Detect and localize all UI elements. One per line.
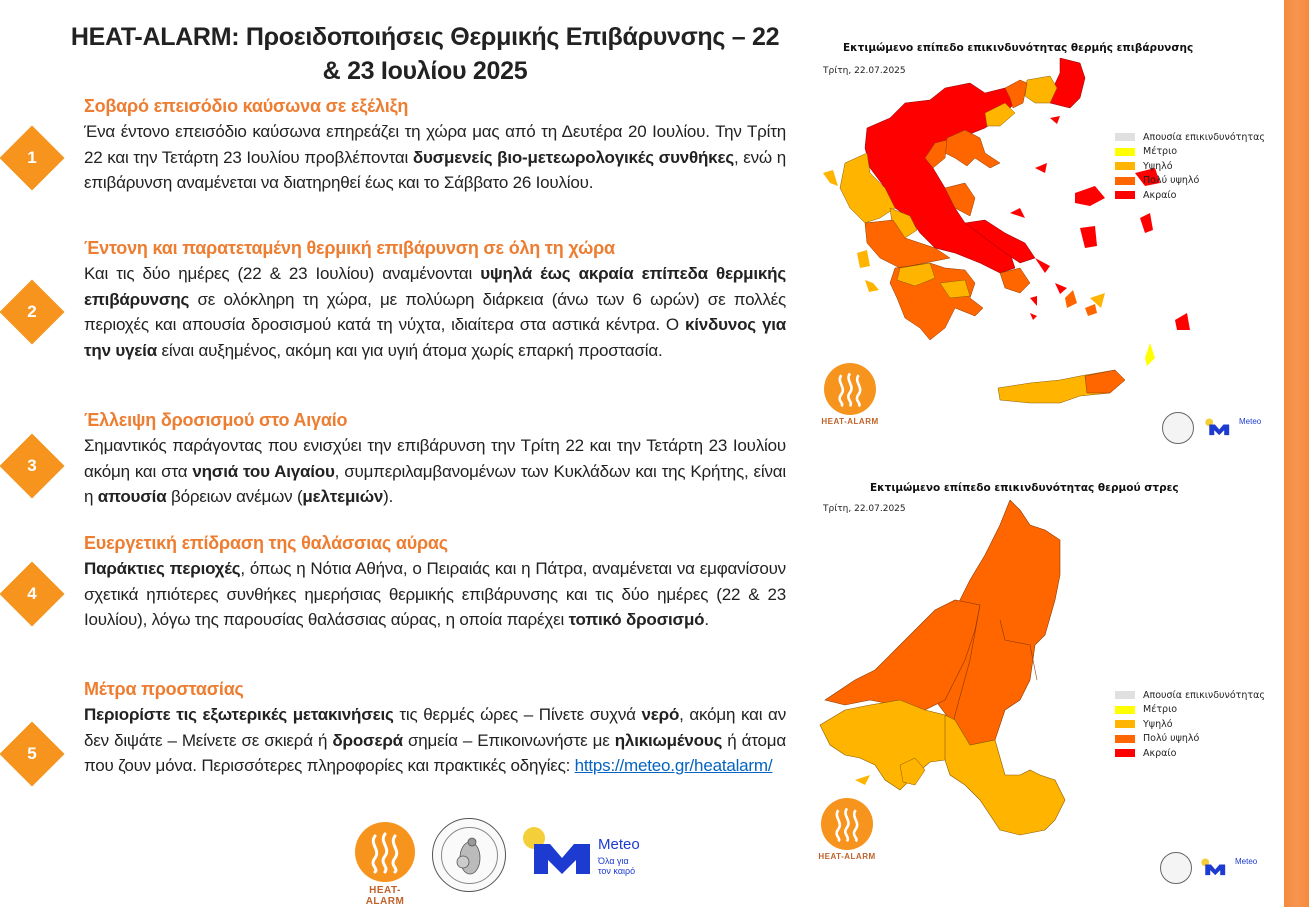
emphasized-text: μελτεμιών	[302, 487, 384, 506]
body-text: σημεία – Επικοινωνήστε με	[402, 730, 615, 750]
page-title	[40, 20, 810, 88]
heat-waves-icon	[824, 363, 876, 415]
section-heading: Ευεργετική επίδραση της θαλάσσιας αύρας	[84, 533, 448, 553]
heat-waves-icon	[821, 798, 873, 850]
legend-item-very-high: Πολύ υψηλό	[1115, 174, 1265, 189]
body-text: .	[704, 610, 709, 629]
legend-item-extreme: Ακραίο	[1115, 188, 1265, 203]
legend-swatch	[1115, 749, 1135, 757]
legend-item-moderate: Μέτριο	[1115, 145, 1265, 160]
section-heading: Σοβαρό επεισόδιο καύσωνα σε εξέλιξη	[84, 96, 409, 116]
map-date: Τρίτη, 22.07.2025	[823, 504, 906, 514]
body-text: , συμπεριλαμβανομένων των Κυκλάδων και της Κρήτης, είναι η	[84, 461, 787, 506]
heatalarm-link[interactable]: https://meteo.gr/heatalarm/	[574, 756, 773, 775]
legend-swatch	[1115, 148, 1135, 156]
emphasized-text: Περιορίστε τις εξωτερικές μετακινήσεις	[84, 705, 394, 724]
body-text: , ακόμη και αν δεν διψάτε – Μείνετε σε σκιερά ή	[84, 705, 786, 750]
legend-swatch	[1115, 706, 1135, 714]
legend-item-none: Απουσία επικινδυνότητας	[1115, 130, 1265, 145]
emphasized-text: δροσερά	[332, 730, 403, 750]
section-nationwide-heat	[84, 237, 786, 363]
map-legend	[1115, 130, 1265, 203]
body-text: είναι αυξημένος, ακόμη και για υγιή άτομα χωρίς επαρκή προστασία.	[156, 340, 663, 360]
section-aegean-no-cooling	[84, 409, 786, 510]
body-text: ).	[383, 487, 394, 506]
section-body	[84, 119, 786, 196]
heat-waves-icon	[355, 822, 415, 882]
legend-swatch	[1115, 191, 1135, 199]
emphasized-text: τοπικό δροσισμό	[568, 610, 705, 629]
legend-swatch	[1115, 691, 1135, 699]
legend-item-moderate: Μέτριο	[1115, 703, 1265, 718]
map-heat-alarm-logo: HEAT-ALARM	[817, 798, 877, 861]
observatory-seal-icon	[441, 827, 498, 884]
section-heatwave-episode	[84, 95, 786, 196]
map-heat-alarm-logo: HEAT-ALARM	[820, 363, 880, 426]
legend-item-extreme: Ακραίο	[1115, 746, 1265, 761]
national-observatory-logo	[432, 818, 506, 892]
body-text: βόρειων ανέμων (	[166, 487, 303, 506]
section-3-badge	[0, 434, 64, 498]
body-text: Και τις δύο ημέρες (22 & 23 Ιουλίου) αναμένονται	[84, 264, 481, 283]
section-number: 1	[27, 148, 37, 167]
section-heading: Έλλειψη δροσισμού στο Αιγαίο	[84, 410, 348, 430]
map-title: Εκτιμώμενο επίπεδο επικινδυνότητας θερμού στρες	[870, 482, 1179, 494]
page-title-line-2: & 23 Ιουλίου 2025	[322, 57, 528, 85]
emphasized-text: υψηλά έως ακραία επίπεδα θερμικής επιβάρυνσης	[84, 264, 786, 309]
legend-item-high: Υψηλό	[1115, 717, 1265, 732]
meteo-name: Meteo	[598, 836, 640, 853]
body-text: ή άτομα που ζουν μόνα. Περισσότερες πληροφορίες και πρακτικές οδηγίες:	[84, 730, 787, 775]
section-number: 5	[27, 744, 37, 763]
map-title: Εκτιμώμενο επίπεδο επικινδυνότητας θερμής επιβάρυνσης	[843, 42, 1194, 54]
section-heading: Έντονη και παρατεταμένη θερμική επιβάρυνση σε όλη τη χώρα	[84, 238, 615, 258]
emphasized-text: Παράκτιες περιοχές	[84, 559, 241, 578]
heat-alarm-logo	[350, 822, 420, 907]
emphasized-text: απουσία	[97, 487, 167, 506]
emphasized-text: νερό	[641, 705, 680, 724]
emphasized-text: ηλικιωμένους	[614, 730, 723, 750]
section-sea-breeze	[84, 532, 786, 633]
body-text: τις θερμές ώρες – Πίνετε συχνά	[393, 705, 642, 724]
meteo-tagline-2: τον καιρό	[598, 866, 636, 876]
emphasized-text: κίνδυνος για την υγεία	[84, 315, 786, 360]
legend-swatch	[1115, 735, 1135, 743]
map-meteo-logo: Meteo	[1201, 855, 1261, 879]
heat-alarm-label: HEAT-ALARM	[365, 885, 405, 907]
greece-heat-map	[805, 30, 1275, 460]
body-text: Ένα έντονο επεισόδιο καύσωνα επηρεάζει τη χώρα μας από τη Δευτέρα 20 Ιουλίου. Την Τρίτη 22 και την Τετάρτη 23 Ιουλίου προβλέπονται	[84, 122, 786, 167]
section-number: 2	[27, 302, 37, 321]
body-text: , ενώ η επιβάρυνση αναμένεται να διατηρηθεί έως και το Σάββατο 26 Ιουλίου.	[84, 147, 787, 192]
section-number: 4	[27, 584, 37, 603]
decorative-side-bar	[1284, 0, 1309, 907]
emphasized-text: δυσμενείς βιο-μετεωρολογικές συνθήκες	[412, 147, 734, 167]
body-text: , όπως η Νότια Αθήνα, ο Πειραιάς και η Πάτρα, αναμένεται να εμφανίσουν σχετικά ηπιότερες συνθήκες ημερήσιας θερμικής επιβάρυνσης και τις δύο ημέρες (22 & 23 Ιουλίου), λόγω της παρουσίας θαλάσσιας αύρας, η οποία παρέχει	[84, 559, 786, 629]
attica-heat-stress-map	[805, 470, 1275, 890]
legend-swatch	[1115, 720, 1135, 728]
map-legend	[1115, 688, 1265, 761]
section-body	[84, 556, 786, 633]
body-text: Σημαντικός παράγοντας που ενισχύει την επιβάρυνση την Τρίτη 22 και την Τετάρτη 23 Ιουλίου ακόμη και στα	[84, 436, 786, 481]
meteo-tagline-1: Όλα για	[598, 856, 629, 866]
section-body	[84, 702, 786, 779]
section-5-badge	[0, 722, 64, 786]
section-body	[84, 261, 786, 363]
attica-regions-map	[815, 500, 1115, 840]
legend-item-very-high: Πολύ υψηλό	[1115, 732, 1265, 747]
section-4-badge	[0, 562, 64, 626]
map-observatory-logo	[1162, 412, 1194, 444]
map-meteo-logo: Meteo	[1205, 415, 1265, 439]
section-1-badge	[0, 126, 64, 190]
body-text: σε ολόκληρη τη χώρα, με πολύωρη διάρκεια (άνω των 6 ωρών) σε πολλές περιοχές και απουσία δροσισμού κατά τη νύχτα, ιδιαίτερα στα αστικά κέντρα. Ο	[84, 289, 786, 334]
legend-swatch	[1115, 133, 1135, 141]
map-observatory-logo	[1160, 852, 1192, 884]
section-protection-measures	[84, 678, 786, 779]
section-heading: Μέτρα προστασίας	[84, 679, 244, 699]
section-number: 3	[27, 456, 37, 475]
section-body	[84, 433, 786, 510]
legend-swatch	[1115, 162, 1135, 170]
map-date: Τρίτη, 22.07.2025	[823, 66, 906, 76]
section-2-badge	[0, 280, 64, 344]
meteo-logo	[522, 826, 662, 876]
emphasized-text: νησιά του Αιγαίου	[192, 461, 335, 481]
legend-item-none: Απουσία επικινδυνότητας	[1115, 688, 1265, 703]
legend-item-high: Υψηλό	[1115, 159, 1265, 174]
legend-swatch	[1115, 177, 1135, 185]
page-title-line-1: HEAT-ALARM: Προειδοποιήσεις Θερμικής Επιβάρυνσης – 22	[70, 23, 780, 51]
